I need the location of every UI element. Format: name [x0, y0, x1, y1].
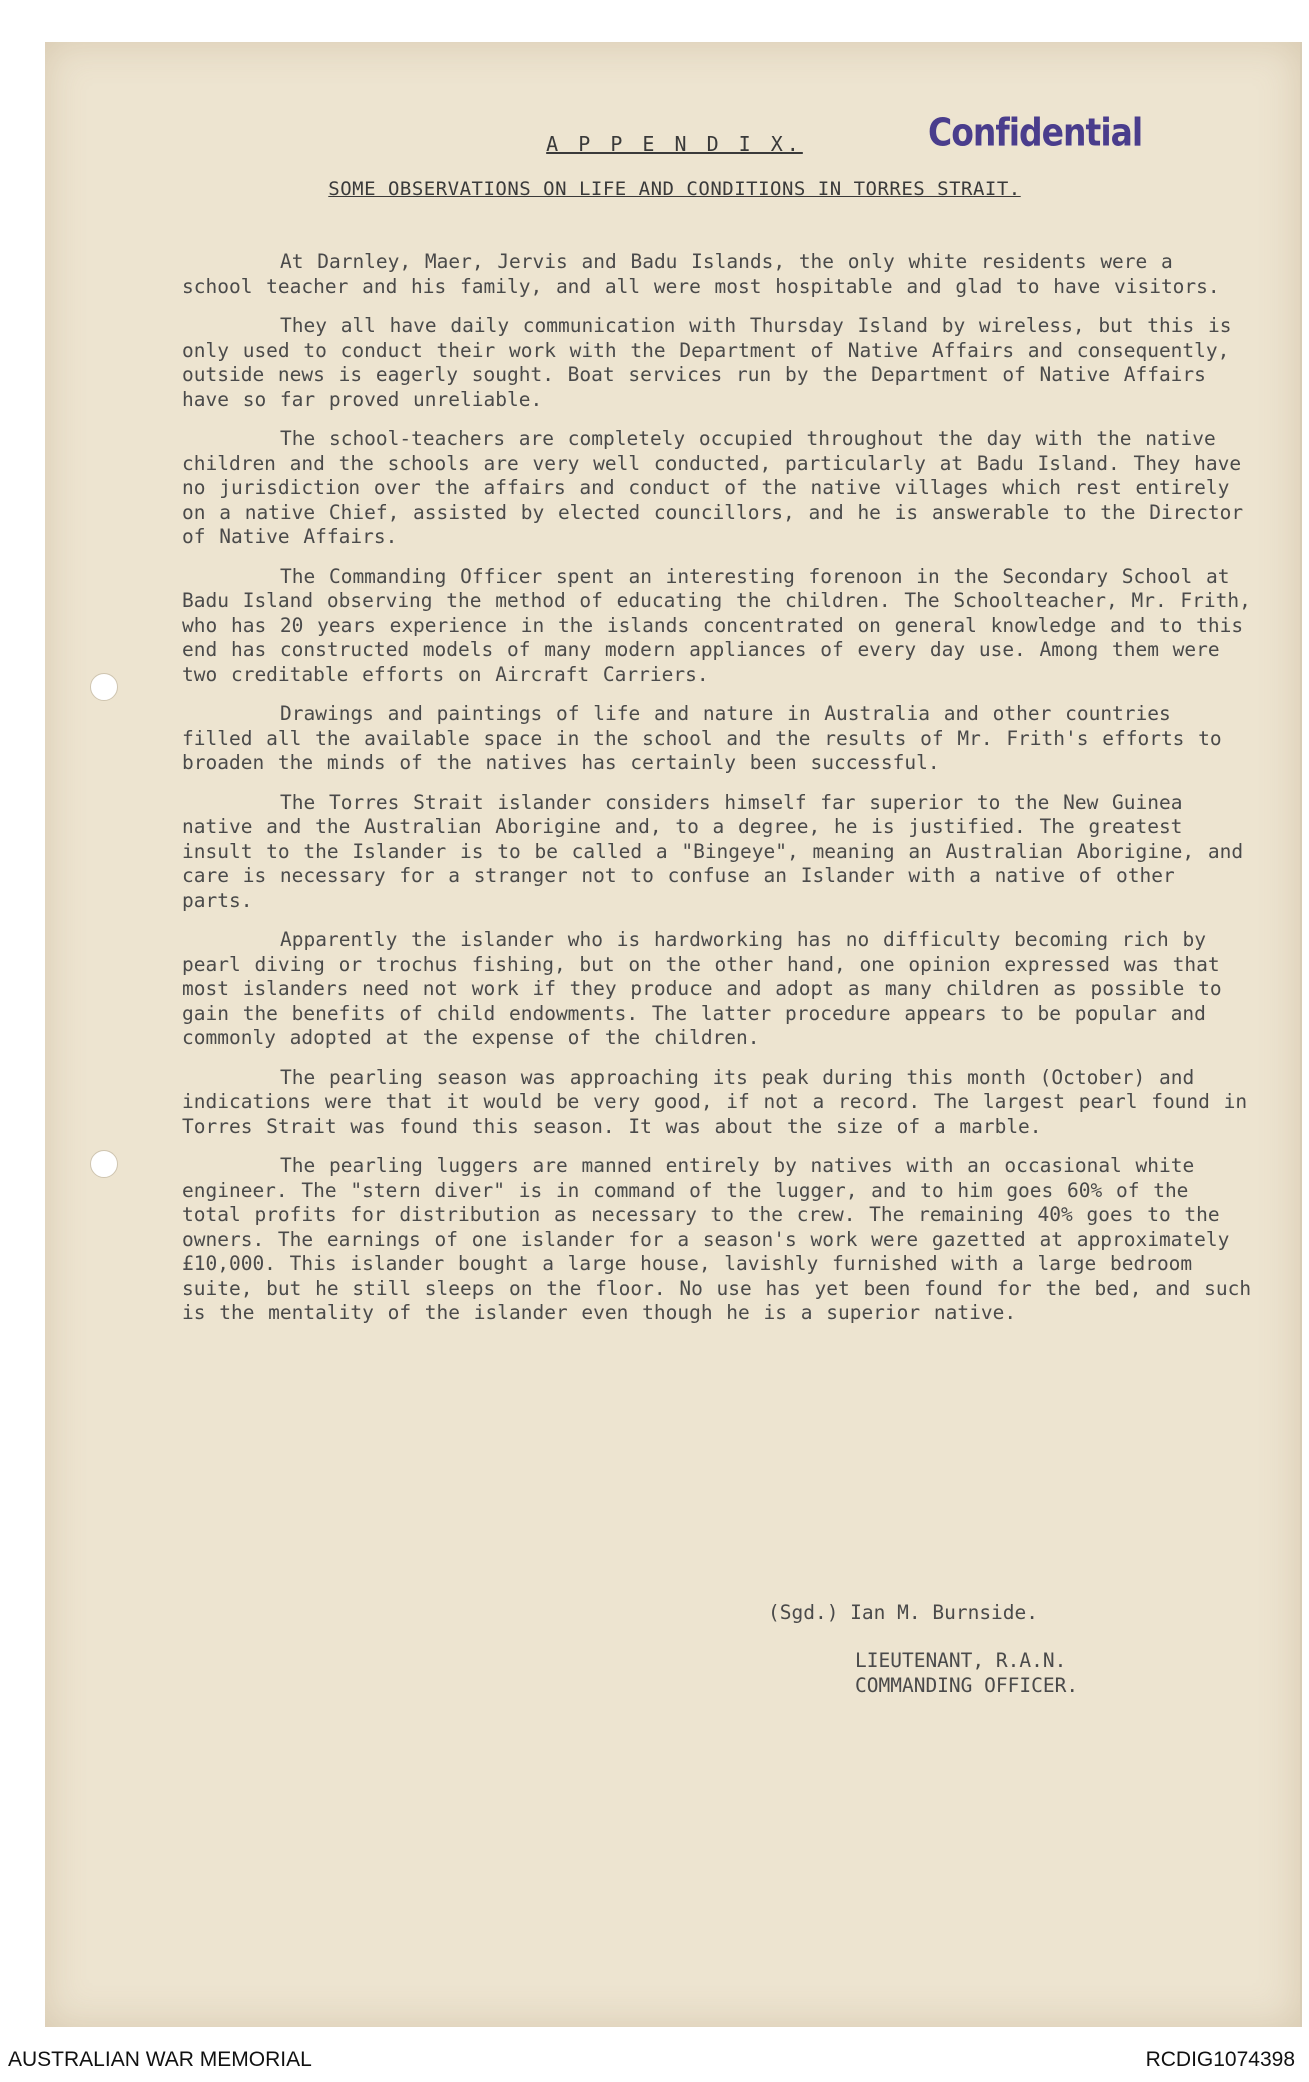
footer-source: AUSTRALIAN WAR MEMORIAL	[8, 2048, 312, 2071]
signature-line: (Sgd.) Ian M. Burnside.	[768, 1601, 1039, 1624]
paragraph: The pearling season was approaching its peak during this month (October) and indications were that it would be very good, if not a record. The largest pearl found in Torres Strait was found this season. It was about the size of a marble.	[182, 1065, 1248, 1138]
punch-hole	[90, 1150, 118, 1178]
signature-rank-line: LIEUTENANT, R.A.N.	[855, 1649, 1067, 1672]
document-title: SOME OBSERVATIONS ON LIFE AND CONDITIONS IN TORRES STRAIT.	[328, 178, 1021, 200]
paragraph: The pearling luggers are manned entirely by natives with an occasional white engineer. The "stern diver" is in command of the lugger, and to him goes 60% of the total profits for distribution as necessary to the crew. The remaining 40% goes to the owners. The earnings of one islander for a season's work were gazetted at approximately £10,000. This islander bought a large house, lavishly furnished with a large bedroom suite, but he still sleeps on the floor. No use has yet been found for the bed, and such is the mentality of the islander even though he is a superior native.	[182, 1154, 1252, 1324]
paragraph: The school-teachers are completely occupied throughout the day with the native children and the schools are very well conducted, particularly at Badu Island. They have no jurisdiction over the affairs and conduct of the native villages which rest entirely on a native Chief, assisted by elected councillors, and he is answerable to the Director of Native Affairs.	[182, 427, 1244, 548]
paragraph: Apparently the islander who is hardworking has no difficulty becoming rich by pearl diving or trochus fishing, but on the other hand, one opinion expressed was that most islanders need not work if they produce and adopt as many children as possible to gain the benefits of child endowments. The latter procedure appears to be popular and commonly adopted at the expense of the children.	[182, 928, 1222, 1049]
paragraph: At Darnley, Maer, Jervis and Badu Islands, the only white residents were a school teacher and his family, and all were most hospitable and glad to have visitors.	[182, 250, 1220, 298]
punch-hole	[90, 673, 118, 701]
paragraph: Drawings and paintings of life and nature in Australia and other countries filled all the available space in the school and the results of Mr. Frith's efforts to broaden the minds of the natives has certainly been successful.	[182, 702, 1222, 774]
paragraph: They all have daily communication with Thursday Island by wireless, but this is only used to conduct their work with the Department of Native Affairs and consequently, outside news is eagerly sought. Boat services run by the Department of Native Affairs have so far proved unreliable.	[182, 314, 1232, 411]
confidential-stamp: Confidential	[928, 110, 1143, 155]
signature-rank	[855, 1648, 1078, 1698]
signature-title-line: COMMANDING OFFICER.	[855, 1674, 1079, 1697]
paragraph: The Commanding Officer spent an interesting forenoon in the Secondary School at Badu Island observing the method of educating the children. The Schoolteacher, Mr. Frith, who has 20 years experience in the islands concentrated on general knowledge and to this end has constructed models of many modern appliances of every day use. Among them were two creditable efforts on Aircraft Carriers.	[182, 564, 1251, 686]
appendix-heading: A P P E N D I X.	[546, 132, 803, 156]
footer-id: RCDIG1074398	[1145, 2048, 1295, 2071]
document-body	[182, 250, 1252, 1341]
paragraph: The Torres Strait islander considers himself far superior to the New Guinea native and the Australian Aborigine and, to a degree, he is justified. The greatest insult to the Islander is to be called a "Bingeye", meaning an Australian Aborigine, and care is necessary for a stranger not to confuse an Islander with a native of other parts.	[182, 790, 1244, 912]
